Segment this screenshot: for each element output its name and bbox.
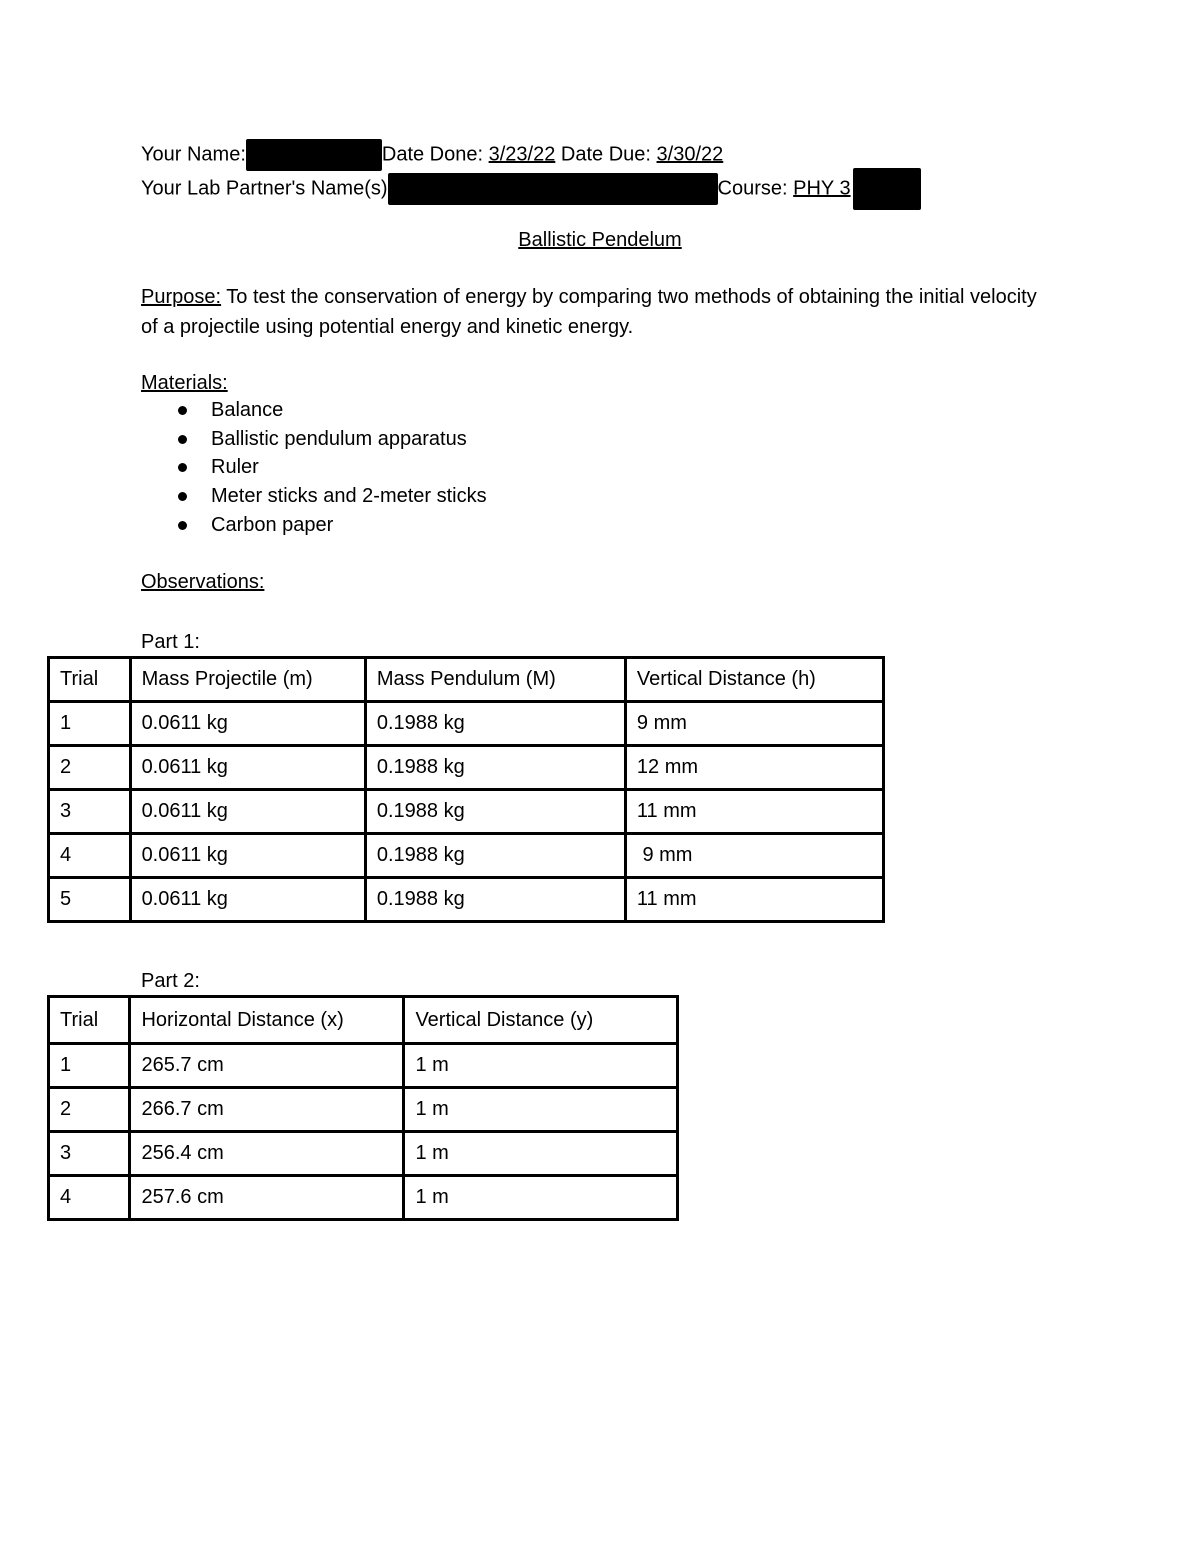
table-header-row — [49, 658, 884, 702]
table-header-row — [49, 997, 678, 1044]
partner-label: Your Lab Partner's Name(s) — [141, 177, 388, 200]
table-cell: 1 m — [404, 1176, 678, 1220]
list-item: Balance — [141, 396, 487, 425]
bullet-icon — [178, 463, 187, 472]
table-cell: 265.7 cm — [130, 1044, 404, 1088]
table-cell: 266.7 cm — [130, 1088, 404, 1132]
header-cell: Trial — [49, 997, 130, 1044]
table-cell: 0.1988 kg — [365, 702, 625, 746]
redacted-partners — [388, 173, 718, 205]
table-cell: 1 m — [404, 1132, 678, 1176]
observations-heading: Observations: — [141, 571, 265, 593]
list-item: Ballistic pendulum apparatus — [141, 425, 487, 454]
part1-table — [47, 656, 885, 923]
document-title: Ballistic Pendelum — [518, 229, 682, 251]
table-cell: 12 mm — [625, 746, 883, 790]
table-row — [49, 878, 884, 922]
table-cell: 0.0611 kg — [130, 878, 365, 922]
purpose-label: Purpose: — [141, 286, 222, 308]
table-cell: 9 mm — [625, 834, 883, 878]
table-cell: 1 m — [404, 1088, 678, 1132]
course-label: Course: — [717, 177, 788, 200]
materials-list — [141, 396, 487, 539]
table-cell: 11 mm — [625, 790, 883, 834]
date-done-value: 3/23/22 — [488, 143, 556, 166]
table-cell: 0.0611 kg — [130, 702, 365, 746]
table-cell: 1 — [49, 1044, 130, 1088]
date-done-label: Date Done: — [381, 143, 484, 166]
header-cell: Mass Projectile (m) — [130, 658, 365, 702]
bullet-icon — [178, 406, 187, 415]
table-cell: 5 — [49, 878, 131, 922]
course-value: PHY 3 — [793, 177, 851, 200]
redacted-course-number — [853, 168, 921, 210]
part2-label: Part 2: — [141, 970, 200, 992]
table-cell: 0.0611 kg — [130, 790, 365, 834]
bullet-icon — [178, 521, 187, 530]
table-cell: 11 mm — [625, 878, 883, 922]
table-cell: 256.4 cm — [130, 1132, 404, 1176]
table-row — [49, 702, 884, 746]
table-cell: 0.1988 kg — [365, 746, 625, 790]
header-cell: Vertical Distance (h) — [625, 658, 883, 702]
table-cell: 0.1988 kg — [365, 834, 625, 878]
table-cell: 1 m — [404, 1044, 678, 1088]
table-row — [49, 746, 884, 790]
table-cell: 4 — [49, 834, 131, 878]
partner-line — [141, 168, 921, 210]
table-row — [49, 834, 884, 878]
part2-table — [47, 995, 679, 1221]
name-label: Your Name: — [141, 143, 246, 166]
header-cell: Mass Pendulum (M) — [365, 658, 625, 702]
table-cell: 3 — [49, 1132, 130, 1176]
bullet-icon — [178, 492, 187, 501]
table-cell: 2 — [49, 746, 131, 790]
table-cell: 0.1988 kg — [365, 790, 625, 834]
table-row — [49, 1044, 678, 1088]
date-due-value: 3/30/22 — [656, 143, 724, 166]
bullet-icon — [178, 435, 187, 444]
table-cell: 0.1988 kg — [365, 878, 625, 922]
table-cell: 3 — [49, 790, 131, 834]
part1-label: Part 1: — [141, 631, 200, 653]
table-cell: 2 — [49, 1088, 130, 1132]
materials-heading: Materials: — [141, 372, 228, 394]
purpose-text: To test the conservation of energy by comparing two methods of obtaining the initial velocity of a projectile using potential energy and kinetic energy. — [141, 286, 1037, 338]
table-row — [49, 790, 884, 834]
list-item: Ruler — [141, 453, 487, 482]
header-cell: Trial — [49, 658, 131, 702]
redacted-name — [246, 139, 382, 171]
date-due-label: Date Due: — [560, 143, 651, 166]
table-cell: 0.0611 kg — [130, 746, 365, 790]
table-cell: 257.6 cm — [130, 1176, 404, 1220]
table-cell: 9 mm — [625, 702, 883, 746]
header-cell: Vertical Distance (y) — [404, 997, 678, 1044]
table-row — [49, 1088, 678, 1132]
table-row — [49, 1132, 678, 1176]
table-cell: 4 — [49, 1176, 130, 1220]
list-item: Carbon paper — [141, 511, 487, 540]
name-line — [141, 139, 723, 171]
purpose-paragraph — [141, 282, 1041, 342]
header-cell: Horizontal Distance (x) — [130, 997, 404, 1044]
table-row — [49, 1176, 678, 1220]
table-cell: 0.0611 kg — [130, 834, 365, 878]
table-cell: 1 — [49, 702, 131, 746]
list-item: Meter sticks and 2-meter sticks — [141, 482, 487, 511]
